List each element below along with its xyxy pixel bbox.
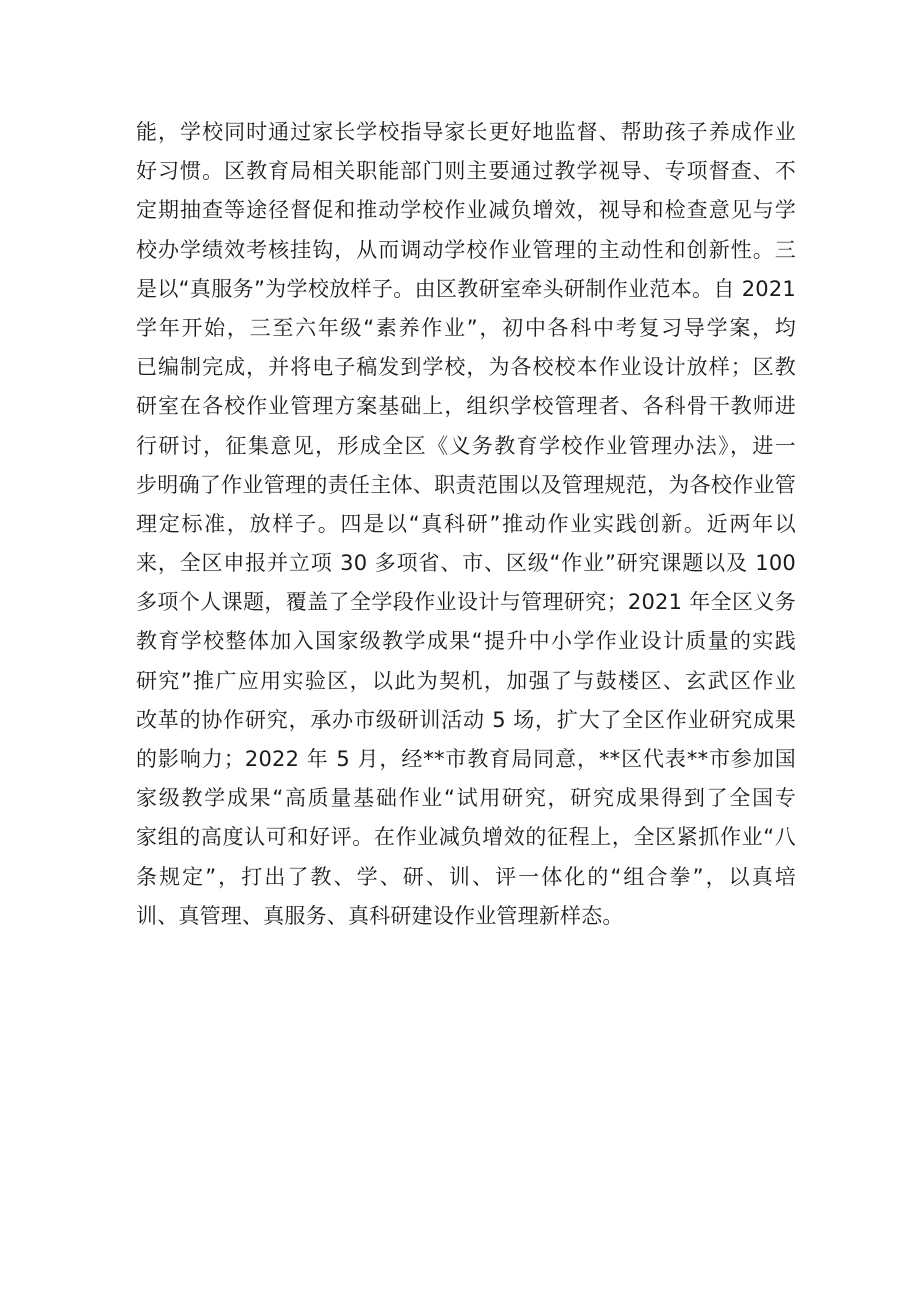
paragraph-line: 行研讨，征集意见，形成全区《义务教育学校作业管理办法》，进一	[136, 433, 796, 458]
paragraph-line: 教育学校整体加入国家级教学成果“提升中小学作业设计质量的实践	[136, 629, 796, 654]
paragraph-line: 学年开始，三至六年级“素养作业”，初中各科中考复习导学案，均	[136, 315, 796, 340]
paragraph-line: 家级教学成果“高质量基础作业“试用研究，研究成果得到了全国专	[136, 786, 796, 811]
paragraph-line: 定期抽查等途径督促和推动学校作业减负增效，视导和检查意见与学	[136, 198, 796, 223]
paragraph-line-last: 训、真管理、真服务、真科研建设作业管理新样态。	[136, 903, 624, 928]
body-paragraph	[136, 113, 796, 936]
paragraph-line: 来，全区申报并立项 30 多项省、市、区级“作业”研究课题以及 100	[136, 551, 796, 576]
paragraph-line: 研究”推广应用实验区，以此为契机，加强了与鼓楼区、玄武区作业	[136, 668, 796, 693]
paragraph-line: 好习惯。区教育局相关职能部门则主要通过教学视导、专项督查、不	[136, 159, 796, 184]
paragraph-line: 理定标准，放样子。四是以“真科研”推动作业实践创新。近两年以	[136, 511, 796, 536]
paragraph-line: 条规定”，打出了教、学、研、训、评一体化的“组合拳”，以真培	[136, 864, 796, 889]
paragraph-line: 能，学校同时通过家长学校指导家长更好地监督、帮助孩子养成作业	[136, 120, 796, 144]
paragraph-line: 校办学绩效考核挂钩，从而调动学校作业管理的主动性和创新性。三	[136, 237, 796, 262]
paragraph-line: 是以“真服务”为学校放样子。由区教研室牵头研制作业范本。自 2021	[136, 276, 796, 301]
paragraph-line: 研室在各校作业管理方案基础上，组织学校管理者、各科骨干教师进	[136, 394, 796, 419]
paragraph-line: 已编制完成，并将电子稿发到学校，为各校校本作业设计放样；区教	[136, 355, 796, 380]
paragraph-line: 改革的协作研究，承办市级研训活动 5 场，扩大了全区作业研究成果	[136, 707, 796, 732]
paragraph-line: 多项个人课题，覆盖了全学段作业设计与管理研究；2021 年全区义务	[136, 590, 796, 615]
paragraph-line: 的影响力；2022 年 5 月，经**市教育局同意，**区代表**市参加国	[136, 747, 796, 771]
paragraph-line: 步明确了作业管理的责任主体、职责范围以及管理规范，为各校作业管	[136, 472, 796, 497]
paragraph-line: 家组的高度认可和好评。在作业减负增效的征程上，全区紧抓作业“八	[136, 825, 796, 850]
